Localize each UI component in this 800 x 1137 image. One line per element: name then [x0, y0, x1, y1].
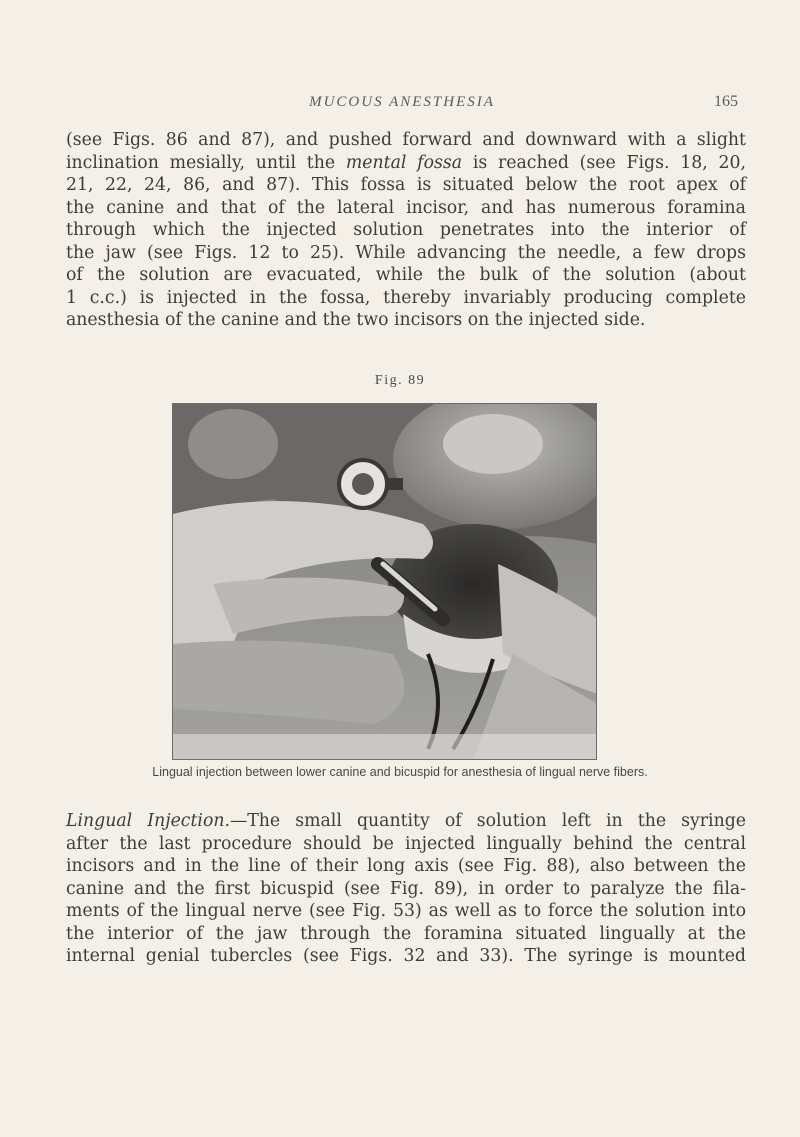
text-line: 21, 22, 24, 86, and 87). This fossa is situated below the root apex of — [66, 175, 746, 195]
text-line: inclination mesially, until the mental fossa is reached (see Figs. 18, 20, — [66, 152, 747, 173]
figure-label: Fig. 89 — [374, 373, 426, 388]
text-line: the jaw (see Figs. 12 to 25). While advancing the needle, a few drops — [66, 242, 746, 263]
text-line: ments of the lingual nerve (see Fig. 53) as well as to force the solution into — [66, 901, 746, 921]
figure-photo — [172, 403, 597, 760]
figure-caption: Lingual injection between lower canine and bicuspid for anesthesia of lingual nerve fibers. — [152, 765, 648, 779]
paragraph-1 — [66, 129, 746, 332]
text-line: (see Figs. 86 and 87), and pushed forward and downward with a slight — [66, 130, 746, 150]
text-line: canine and the first bicuspid (see Fig. 89), in order to paralyze the fila- — [66, 878, 746, 899]
page-number: 165 — [714, 93, 738, 110]
text-line: Lingual Injection.—The small quantity of solution left in the syringe — [66, 811, 746, 831]
paragraph-2 — [66, 810, 746, 968]
text-line: incisors and in the line of their long axis (see Fig. 88), also between the — [66, 856, 746, 876]
page-header — [66, 94, 738, 118]
term-mental-fossa: mental fossa — [345, 152, 463, 173]
text-line: the interior of the jaw through the foramina situated lingually at the — [66, 923, 746, 944]
text-line: of the solution are evacuated, while the bulk of the solution (about — [66, 265, 746, 285]
term-lingual-injection: Lingual Injection. — [66, 811, 230, 831]
text-line: 1 c.c.) is injected in the fossa, thereby invariably producing complete — [66, 287, 746, 308]
text-line: anesthesia of the canine and the two incisors on the injected side. — [66, 310, 646, 330]
text-line: after the last procedure should be injected lingually behind the central — [66, 833, 746, 854]
text-line: internal genial tubercles (see Figs. 32 and 33). The syringe is mounted — [66, 946, 746, 966]
running-head: MUCOUS ANESTHESIA — [309, 94, 495, 110]
dental-injection-illustration — [173, 404, 597, 760]
text-line: the canine and that of the lateral incisor, and has numerous foramina — [66, 197, 746, 218]
text-line: through which the injected solution penetrates into the interior of — [66, 220, 746, 240]
